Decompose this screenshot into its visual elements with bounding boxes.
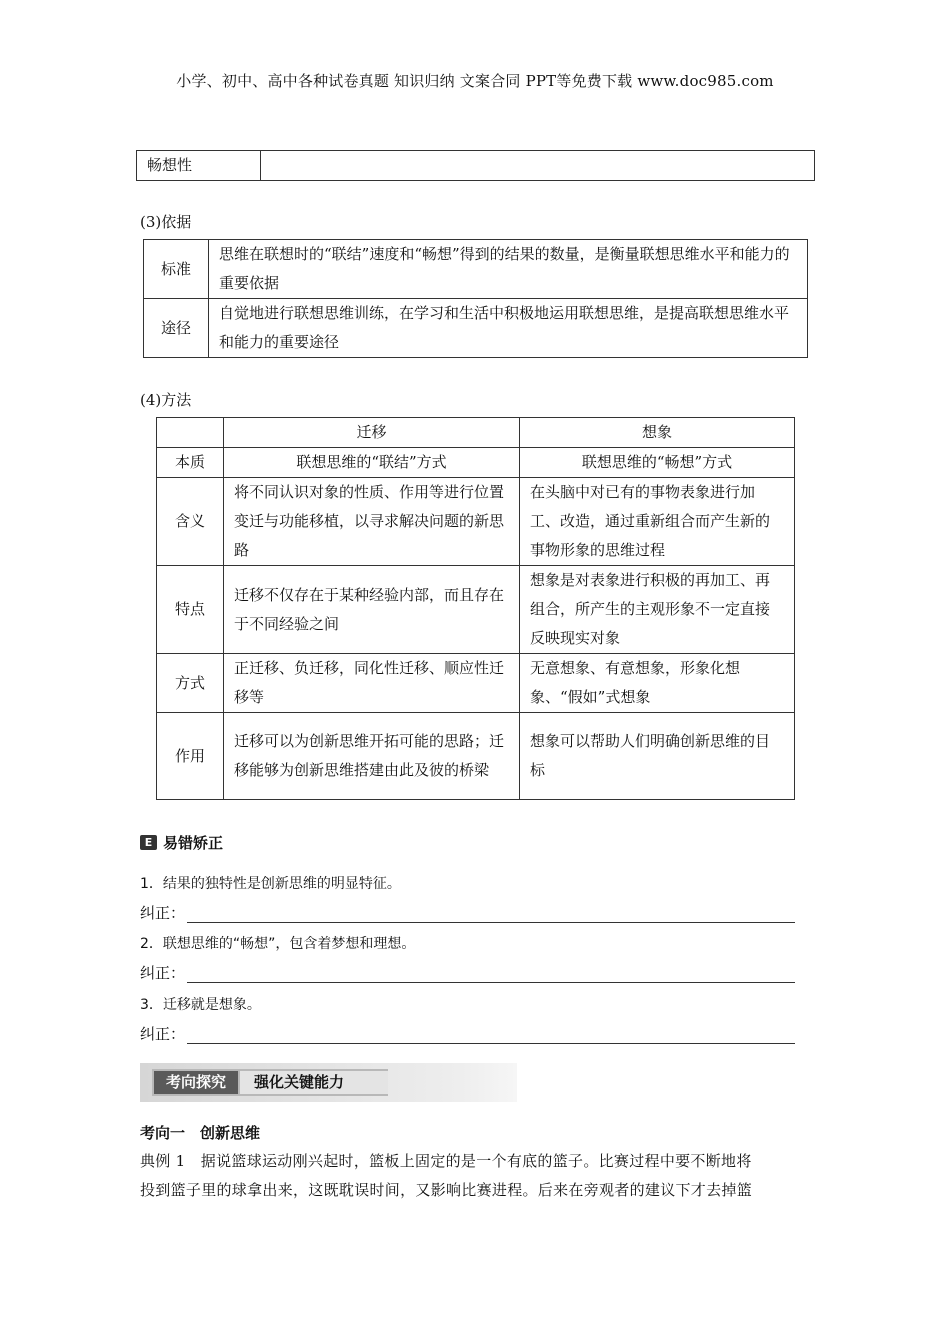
row-label: 作用 <box>157 713 224 800</box>
transfer-cell: 联想思维的“联结”方式 <box>224 448 520 478</box>
error-item-1: 1．结果的独特性是创新思维的明显特征。 <box>140 876 401 892</box>
fix-label: 纠正： <box>140 964 186 982</box>
table-value-changxiang <box>261 151 815 181</box>
section3-heading: (3)依据 <box>140 213 192 231</box>
basis-table <box>143 239 808 358</box>
table-label-changxiang: 畅想性 <box>137 151 261 181</box>
table-row <box>157 566 795 654</box>
fix-label: 纠正： <box>140 904 186 922</box>
imagination-cell: 联想思维的“畅想”方式 <box>520 448 795 478</box>
error-item-3: 3．迁移就是想象。 <box>140 997 261 1013</box>
banner-right-label: 强化关键能力 <box>240 1071 388 1094</box>
fix-input-2[interactable] <box>187 966 795 983</box>
method-col-empty <box>157 418 224 448</box>
direction-title: 考向一 创新思维 <box>140 1124 261 1142</box>
imagination-cell: 想象是对表象进行积极的再加工、再组合，所产生的主观形象不一定直接反映现实对象 <box>520 566 795 654</box>
imagination-cell: 在头脑中对已有的事物表象进行加工、改造，通过重新组合而产生新的事物形象的思维过程 <box>520 478 795 566</box>
error-item-2: 2．联想思维的“畅想”，包含着梦想和理想。 <box>140 936 416 952</box>
page-header: 小学、初中、高中各种试卷真题 知识归纳 文案合同 PPT等免费下载 www.doc985.com <box>176 72 774 90</box>
section4-heading: (4)方法 <box>140 391 192 409</box>
method-table <box>156 417 795 800</box>
fix-line-1 <box>140 902 795 923</box>
table-row <box>157 713 795 800</box>
section-banner <box>140 1063 517 1102</box>
method-col-transfer: 迁移 <box>224 418 520 448</box>
row-label: 方式 <box>157 654 224 713</box>
transfer-cell: 迁移不仅存在于某种经验内部，而且存在于不同经验之间 <box>224 566 520 654</box>
top-table <box>136 150 815 181</box>
transfer-cell: 迁移可以为创新思维开拓可能的思路；迁移能够为创新思维搭建由此及彼的桥梁 <box>224 713 520 800</box>
method-col-imagination: 想象 <box>520 418 795 448</box>
example-line-1: 典例 1 据说篮球运动刚兴起时，篮板上固定的是一个有底的篮子。比赛过程中要不断地将 <box>140 1152 752 1170</box>
fix-line-3 <box>140 1023 795 1044</box>
basis-text: 思维在联想时的“联结”速度和“畅想”得到的结果的数量，是衡量联想思维水平和能力的重要依据 <box>209 240 808 299</box>
basis-text: 自觉地进行联想思维训练，在学习和生活中积极地运用联想思维，是提高联想思维水平和能力的重要途径 <box>209 299 808 358</box>
e-badge-icon: E <box>140 835 157 850</box>
fix-input-3[interactable] <box>187 1027 795 1044</box>
error-correction-title <box>140 832 223 853</box>
table-row <box>157 478 795 566</box>
fix-label: 纠正： <box>140 1025 186 1043</box>
banner-left-label: 考向探究 <box>154 1071 238 1094</box>
transfer-cell: 正迁移、负迁移，同化性迁移、顺应性迁移等 <box>224 654 520 713</box>
fix-input-1[interactable] <box>187 906 795 923</box>
basis-label: 途径 <box>144 299 209 358</box>
row-label: 含义 <box>157 478 224 566</box>
table-row <box>157 448 795 478</box>
example-line-2: 投到篮子里的球拿出来，这既耽误时间，又影响比赛进程。后来在旁观者的建议下才去掉篮 <box>140 1181 753 1199</box>
transfer-cell: 将不同认识对象的性质、作用等进行位置变迁与功能移植，以寻求解决问题的新思路 <box>224 478 520 566</box>
imagination-cell: 无意想象、有意想象，形象化想象、“假如”式想象 <box>520 654 795 713</box>
imagination-cell: 想象可以帮助人们明确创新思维的目标 <box>520 713 795 800</box>
basis-label: 标准 <box>144 240 209 299</box>
table-row <box>157 654 795 713</box>
fix-line-2 <box>140 962 795 983</box>
row-label: 特点 <box>157 566 224 654</box>
error-correction-label: 易错矫正 <box>163 834 224 852</box>
row-label: 本质 <box>157 448 224 478</box>
